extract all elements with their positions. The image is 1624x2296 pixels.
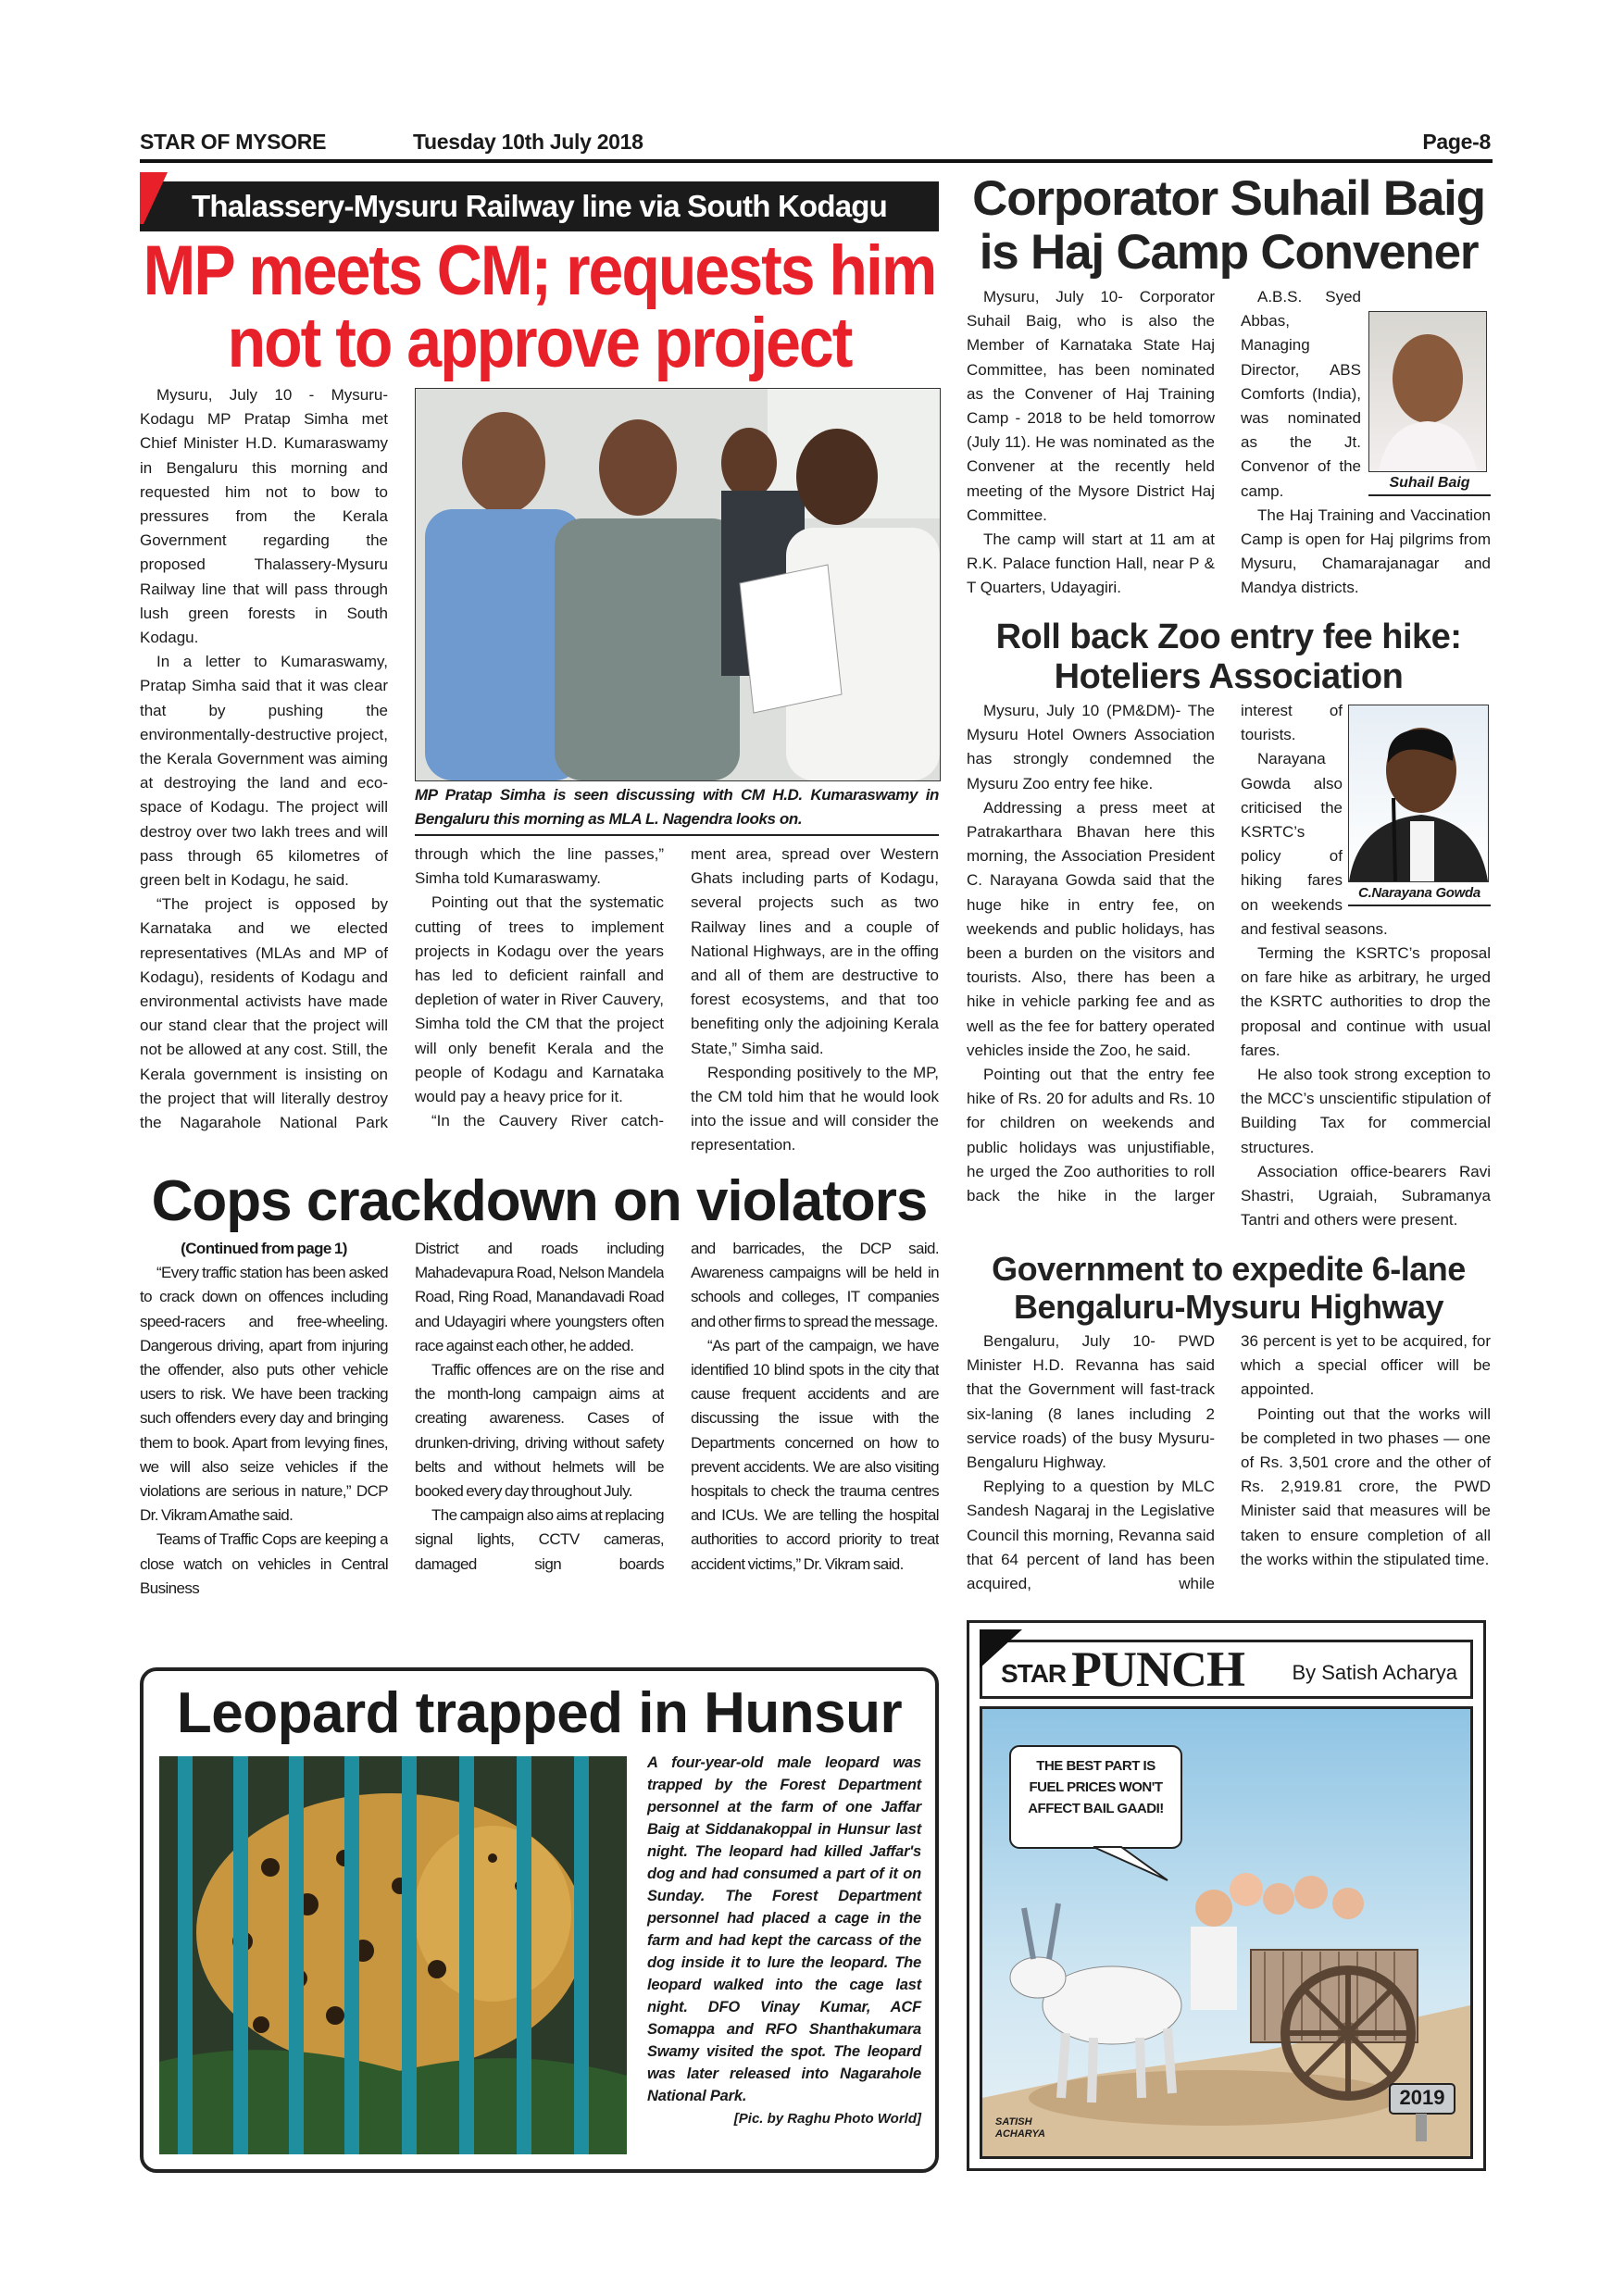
paragraph: Pointing out that the systematic cutting of trees to implement projects in Kodagu over the years has led to deficient rainfall and depletion of water in River Cauvery, Simha told the CM that the project will only benefit Kerala and the people of Kodagu and Karnataka would pay a heavy price for it. (415, 893, 664, 1106)
haj-headline-line1: Corporator Suhail Baig (972, 171, 1485, 226)
cartoonist-signature: SATISH ACHARYA (995, 2116, 1045, 2140)
railway-headline-line1: MP meets CM; requests him (143, 231, 936, 310)
speech-bubble-text: THE BEST PART IS FUEL PRICES WON'T AFFECT BAIL GAADI! (1028, 1758, 1164, 1816)
star-punch-banner (980, 1640, 1473, 1699)
red-corner-icon (140, 172, 168, 224)
paragraph: “The project is opposed by Karnataka and we elected representatives (MLAs and MP of Kodagu), residents of Kodagu and environmental activists have made our stand clear that the project will not be allowed at any cost. Still, the Kerala government is insisting on the project that will literally destroy the Nagarahole National Park (140, 895, 388, 1132)
paragraph: through which the line passes,” Simha told Kumaraswamy. (415, 845, 664, 888)
people-meeting-image (416, 389, 940, 780)
paragraph: A.B.S. Syed Abbas, Managing Director, ABS Comforts (India), was nominated as the Jt. Convenor of the camp. (1241, 288, 1361, 500)
haj-column-1 (967, 285, 1215, 605)
leopard-headline: Leopard trapped in Hunsur (176, 1681, 903, 1745)
haj-headline-line2: is Haj Camp Convener (979, 225, 1479, 280)
paragraph: Pointing out that the entry fee hike of Rs. 20 for adults and Rs. 10 for children on weekends and public holidays was unjustifiable, he urged the Zoo authorities to roll back the hike in the larger (967, 1066, 1215, 1205)
zoo-headline-line2: Hoteliers Association (1054, 657, 1404, 696)
narayana-gowda-photo (1348, 705, 1489, 882)
railway-kicker (140, 181, 939, 231)
paragraph: Pointing out that the works will be completed in two phases — one of Rs. 3,501 crore and the other of Rs. 2,919.81 crore, the PWD Minister said that measures will be taken to ensure completion of all the works within the stipulated time. (1241, 1404, 1491, 1568)
paragraph: Terming the KSRTC’s proposal on fare hike as arbitrary, he urged the KSRTC authorities to drop the proposal and continue with usual fares. (1241, 944, 1491, 1059)
suhail-baig-photo (1368, 311, 1487, 472)
railway-column-1 (140, 383, 388, 1163)
railway-photo (415, 388, 941, 781)
railway-photo-caption: MP Pratap Simha is seen discussing with CM H.D. Kumaraswamy in Bengaluru this morning as MLA L. Nagendra looks on. (415, 783, 939, 836)
paragraph: 36 percent is yet to be acquired, for which a special officer will be appointed. (1241, 1332, 1491, 1399)
paragraph: interest of tourists. (1241, 702, 1343, 744)
page-number: Page-8 (1422, 130, 1491, 154)
cops-headline: Cops crackdown on violators (151, 1169, 928, 1233)
paragraph: The campaign also aims at replacing signal lights, CCTV cameras, damaged sign boards (415, 1506, 664, 1573)
paragraph: He also took strong exception to the MCC’s unscientific stipulation of Building Tax for commercial structures. (1241, 1066, 1491, 1156)
paragraph: Responding positively to the MP, the CM told him that he would look into the issue and will consider the representation. (691, 1063, 939, 1154)
paragraph: and barricades, the DCP said. Awareness campaigns will be held in schools and colleges, IT companies and other firms to spread the message. (691, 1240, 939, 1330)
paragraph: Replying to a question by MLC Sandesh Nagaraj in the Legislative Council this morning, Revanna said that 64 percent of land has been acquired, while (967, 1478, 1215, 1593)
paragraph: Traffic offences are on the rise and the month-long campaign aims at creating awareness. Cases of drunken-driving, driving without safety belts and without helmets will be booked every day throughout July. (415, 1361, 664, 1501)
star-label: STAR (1001, 1659, 1067, 1688)
paragraph: Mysuru, July 10 - Mysuru-Kodagu MP Pratap Simha met Chief Minister H.D. Kumaraswamy in Bengaluru this morning and requested him not to bow to pressures from the Kerala Government regarding the proposed Thalassery-Mysuru Railway line that will pass through lush green forests in South Kodagu. (140, 386, 388, 647)
paragraph: Association office-bearers Ravi Shastri, Ugraiah, Subramanya Tantri and others were present. (1241, 1162, 1491, 1229)
paragraph: Teams of Traffic Cops are keeping a close watch on vehicles in Central Business (140, 1530, 388, 1597)
paragraph: The Haj Training and Vaccination Camp is open for Haj pilgrims from Mysuru, Chamarajanagar and Mandya districts. (1241, 505, 1491, 597)
railway-headline-line2: not to approve project (227, 303, 852, 382)
cartoon-byline: By Satish Acharya (1292, 1661, 1457, 1684)
punch-label: PUNCH (1071, 1641, 1244, 1697)
caged-leopard-image (159, 1756, 627, 2154)
leopard-photo (159, 1756, 627, 2154)
zoo-column-1 (967, 699, 1215, 1236)
zoo-photo-block (1348, 705, 1491, 906)
haj-photo-block (1368, 311, 1491, 496)
cops-column-3 (691, 1237, 939, 1653)
paragraph: Narayana Gowda also criticised the KSRTC’s policy of hiking fares on weekends and festival seasons. (1241, 750, 1388, 938)
kicker-text: Thalassery-Mysuru Railway line via South Kodagu (192, 189, 887, 223)
railway-column-2 (415, 842, 664, 1163)
railway-column-3 (691, 842, 939, 1163)
highway-headline (967, 1250, 1491, 1326)
haj-column-2 (1241, 285, 1491, 605)
paragraph: “Every traffic station has been asked to crack down on offences including speed-racers and free-wheeling. Dangerous driving, apart from injuring the offender, also puts other vehicle users to risk. We have been tracking such offenders every day and bringing them to book. Apart from levying fines, we will also seize vehicles if the violations are serious in nature,” DCP Dr. Vikram Amathe said. (140, 1264, 388, 1525)
leopard-caption: A four-year-old male leopard was trapped by the Forest Department personnel at the farm of one Jaffar Baig at Siddanakoppal in Hunsur last night. The leopard had killed Jaffar's dog and had consumed a part of it on Sunday. The Forest Department personnel had placed a cage in the farm and had kept the carcass of the dog inside it to lure the leopard. The leopard walked into the cage last night. DFO Vinay Kumar, ACF Somappa and RFO Shanthakumara Swamy visited the spot. The leopard was later released into Nagarahole National Park. (647, 1754, 921, 2104)
zoo-photo-caption: C.Narayana Gowda (1348, 882, 1491, 906)
newspaper-name: STAR OF MYSORE (140, 130, 327, 154)
photo-credit: [Pic. by Raghu Photo World] (733, 2111, 921, 2127)
year-sign: 2019 (1399, 2086, 1445, 2109)
paragraph: The camp will start at 11 am at R.K. Palace function Hall, near P & T Quarters, Udayagiri. (967, 530, 1215, 597)
haj-photo-caption: Suhail Baig (1368, 472, 1491, 496)
paragraph: ment area, spread over Western Ghats including parts of Kodagu, several projects such as two Railway lines and a couple of National Highways, are in the offing and all of them are destructive to forest ecosystems, and that too benefiting only the adjoining Kerala State,” Simha said. (691, 845, 939, 1057)
header-rule (140, 159, 1493, 163)
zoo-headline (967, 618, 1491, 697)
paragraph: Bengaluru, July 10- PWD Minister H.D. Revanna has said that the Government will fast-track six-laning (8 lanes including 2 service roads) of the busy Mysuru-Bengaluru Highway. (967, 1332, 1215, 1472)
highway-headline-line1: Government to expedite 6-lane (992, 1250, 1466, 1288)
zoo-column-2 (1241, 699, 1491, 1236)
paragraph: “As part of the campaign, we have identified 10 blind spots in the city that cause frequent accidents and are discussing the issue with the Departments concerned on how to prevent accidents. We are also visiting hospitals to check the trauma centres and ICUs. We are telling the hospital authorities to accord priority to treat accident victims,” Dr. Vikram said. (691, 1336, 939, 1573)
highway-headline-line2: Bengaluru-Mysuru Highway (1013, 1288, 1444, 1326)
cops-column-2 (415, 1237, 664, 1653)
cops-column-1 (140, 1237, 388, 1653)
paragraph: In a letter to Kumaraswamy, Pratap Simha said that it was clear that by pushing the environmentally-destructive project, the Kerala Government was aiming at destroying the land and eco-space of Kodagu. The project will destroy over two lakh trees and will pass through 65 kilometres of green belt in Kodagu, he said. (140, 653, 388, 890)
paragraph: Mysuru, July 10 (PM&DM)- The Mysuru Hotel Owners Association has strongly condemned the Mysuru Zoo entry fee hike. (967, 702, 1215, 792)
continued-note: (Continued from page 1) (181, 1240, 347, 1257)
paragraph: Mysuru, July 10- Corporator Suhail Baig, who is also the Member of Karnataka State Haj Committee, has been nominated as the Convener of Haj Training Camp - 2018 to be held tomorrow (July 11). He was nominated as the Convener at the recently held meeting of the Mysore District Haj Committee. (967, 288, 1215, 524)
haj-headline (967, 172, 1491, 280)
leopard-caption-block (647, 1752, 921, 2129)
zoo-headline-line1: Roll back Zoo entry fee hike: (995, 618, 1462, 656)
paragraph: District and roads including Mahadevapura Road, Nelson Mandela Road, Ring Road, Manandavadi Road and Udayagiri where youngsters often race against each other, he added. (415, 1240, 664, 1354)
highway-column-1 (967, 1329, 1215, 1600)
paragraph: Addressing a press meet at Patrakarthara Bhavan here this morning, the Association President C. Narayana Gowda said that the huge hike in entry fee, on weekends and public holidays, has been a burden on the visitors and tourists. Also, there has been a hike in vehicle parking fee and as well as the fee for battery operated vehicles inside the Zoo, he said. (967, 798, 1215, 1059)
paragraph: “In the Cauvery River catch- (431, 1112, 664, 1130)
cartoon-panel (980, 1706, 1473, 2159)
highway-column-2 (1241, 1329, 1491, 1600)
issue-date: Tuesday 10th July 2018 (413, 130, 643, 154)
